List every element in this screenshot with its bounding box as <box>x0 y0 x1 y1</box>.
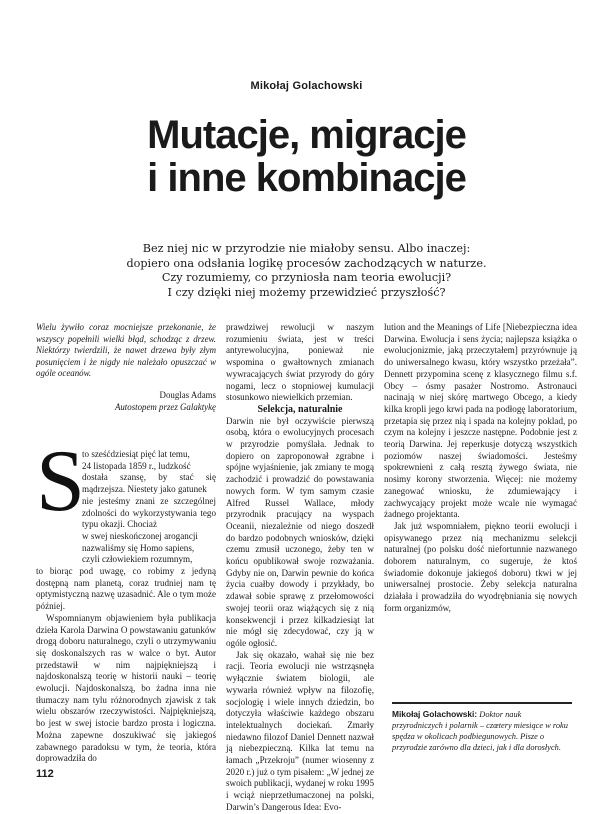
article-title <box>0 114 613 200</box>
body-paragraph: Jak się okazało, wahał się nie bez racji. Teoria ewolucji nie wstrząsnęła wyłącznie światem biologii, ale wywarła również wpływ na filozofię, socjologię i wiele innych dziedzin, bo dotyczyła właściwie każdego obszaru intelektualnych dociekań. Zmarły niedawno filozof Daniel Dennett nazwał ją niebezpieczną. Kilka lat temu na łamach „Przekroju” (numer wiosenny z 2020 r.) już o tym pisałem: „W jednej ze swoich publikacji, wydanej w roku 1995 i wciąż nieprzetłumaczonej na polski, Darwin’s Dangerous Idea: Evo- <box>226 649 374 812</box>
author-byline: Mikołaj Golachowski <box>250 80 363 92</box>
body-line: w swej nieskończonej arogancji <box>82 530 198 541</box>
body-column-2 <box>226 322 374 814</box>
bio-author-name: Mikołaj Golachowski: <box>392 709 478 719</box>
author-bio-box <box>392 702 572 753</box>
body-paragraph: Darwin nie był oczywiście pierwszą osobą, która o ewolucyjnych procesach w przyrodzie pomyślała. Jednak to dopiero on zaproponował zgrabne i spójne wyjaśnienie, jak zmiany te mogą zachodzić i prowadzić do powstawania nowych form. W tym samym czasie Alfred Russel Wallace, młody przyrodnik pracujący na wyspach Oceanii, niezależnie od niego doszedł do bardzo podobnych wniosków, dzięki czemu zmusił uczonego, żeby ten w końcu opublikował swoje rozważania. Gdyby nie on, Darwin pewnie do końca życia cuałby dowody i przykłady, bo zdawał sobie sprawę z przełomowości swojej teorii oraz wiążących się z nią konsekwencji i przez kilkadziesiąt lat nie mógł się zdecydować, czy ją w ogóle ogłosić. <box>226 415 374 648</box>
epigraph-source: Autostopem przez Galaktykę <box>114 401 216 412</box>
lead-line: dopiero ona odsłania logikę procesów zachodzących w naturze. <box>126 256 487 270</box>
epigraph-quote: Wielu żywiło coraz mocniejsze przekonanie, że wszyscy popełnili wielki błąd, schodząc z drzew. Niektórzy twierdzili, że nawet drzewa były złym posunięciem i że nigdy nie należało opuszczać w ogóle oceanów. <box>36 322 216 378</box>
page-number: 112 <box>36 768 54 780</box>
body-column-1 <box>36 449 216 765</box>
bio-text: Doktor nauk przyrodniczych i polarnik – czœtery miesiące w roku spędza w okolicach podbiegunowych. Pisze o przyrodzie zarówno dla dzieci, jak i dla dorosłych. <box>392 710 568 752</box>
body-line: dostała szansę, by stać się mądrzejsza. Niestety jako gatunek <box>82 472 216 495</box>
title-line-2: i inne kombinacje <box>147 156 466 200</box>
body-paragraph: prawdziwej rewolucji w naszym rozumieniu świata, jest w treści antyrewolucyjna, ponieważ nie wspomina o gwałtownych zmianach wywracających świat przyrody do góry nogami, lecz o stopniowej kumulacji stosunkowo niewielkich przemian. <box>226 322 374 403</box>
body-paragraph: Wspomnianym objawieniem była publikacja dzieła Karola Darwina O powstawaniu gatunków drogą doboru naturalnego, czyli o utrzymywaniu się doskonalszych ras w walce o byt. Autor przedstawił w nim najpiękniejszą i najdoskonalszą teorię w historii nauki – teorię ewolucji. Najdoskonalszą, bo żadna inna nie tłumaczy nam tylu różnorodnych zjawisk z tak wielu obszarów rzeczywistości. Najpiękniejszą, bo jest w swej istocie bardzo prosta i logiczna. Można zapewne doszukiwać się jakiegoś zabawnego paradoksu w tym, że teoria, która doprowadziła do <box>36 612 216 764</box>
title-line-1: Mutacje, migracje <box>147 113 466 157</box>
body-paragraph: lution and the Meanings of Life [Niebezpieczna idea Darwina. Ewolucja i sens życia; najlepsza książka o ewolucjonizmie, jaką przeczytałem] przyrównuje ją do uniwersalnego kwasu, który wszystko przeżała”. Dennett przypomina scenę z klasycznego filmu s.f. Obcy – ósmy pasażer Nostromo. Astronauci nacinają w niej skórę martwego Obcego, a kiedy kilka kropli jego krwi pada na podłogę laboratorium, przetapia się przez nią i spada na kolejny poklad, po czym na kolejny i jeszcze następne. Podobnie jest z teorią Darwina. Jej reperkusje dotyczą wszystkich poziomów naszej świadomości. Jesteśmy spokrewnieni z całą resztą żywego świata, nie nosimy korony stworzenia. Więcej: nie możemy zanegować wniosku, że zdumiewający i zachwycający projekt może wcale nie wymagać żadnego projektanta. <box>384 322 577 520</box>
body-column-3 <box>384 322 577 615</box>
body-line: to sześćdziesiąt pięć lat temu, <box>82 449 190 459</box>
epigraph-attribution <box>36 390 216 413</box>
drop-cap-letter: S <box>36 433 85 530</box>
body-line: nazwaliśmy się Homo sapiens, <box>82 542 195 553</box>
lead-line: Czy rozumiemy, co przyniosła nam teoria ewolucji? <box>161 271 452 284</box>
body-paragraph: Jak już wspomniałem, piękno teorii ewolucji i opisywanego przez nią mechanizmu selekcji naturalnej (po polsku dość niefortunnie nazwanego doborem naturalnym, co sugeruje, że ktoś świadomie dokonuje jakiegoś doboru) tkwi w jej uniwersalnej prostocie. Żeby selekcja naturalna działała i prowadziła do wyodrębniania się nowych form organizmów, <box>384 520 577 613</box>
epigraph-author: Douglas Adams <box>159 390 216 400</box>
body-paragraph: to biorąc pod uwagę, co robimy z jedyną dostępną nam planetą, coraz trudniej nam tę optymistyczną nazwę uzasadnić. Ale o tym może później. <box>36 566 216 612</box>
lead-line: Bez niej nic w przyrodzie nie miałoby sensu. Albo inaczej: <box>142 242 471 255</box>
lead-paragraph <box>60 242 553 300</box>
body-line: czyli człowiekiem rozumnym, <box>82 554 193 565</box>
section-subheading: Selekcja, naturalnie <box>257 403 343 415</box>
lead-line: I czy dzięki niej możemy przewidzieć przyszłość? <box>167 285 446 299</box>
body-line: 24 listopada 1859 r., ludzkość <box>82 460 191 471</box>
body-line: nie jesteśmy znani ze szczególnej zdolności do wykorzystywania tego typu okazji. Chociaż <box>82 495 216 530</box>
